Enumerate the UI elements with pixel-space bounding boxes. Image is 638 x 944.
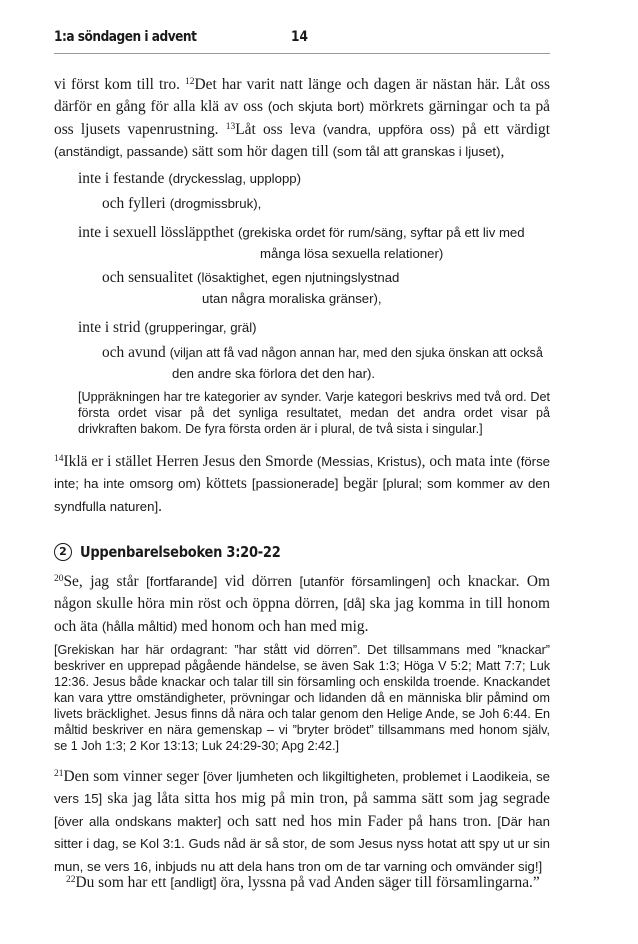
gloss-text: [utanför församlingen] (299, 574, 431, 589)
list-line-festande: inte i festande (dryckesslag, upplopp) (78, 170, 302, 187)
section-number-badge: 2 (54, 543, 72, 561)
list-line-avund: och avund (viljan att få vad någon annan har, med den sjuka önskan att också (102, 344, 543, 361)
verse-text: ska jag komma in till honom och äta (54, 595, 550, 635)
verse-number: 12 (185, 77, 195, 87)
gloss-text: [över ljumheten och likgiltigheten, problemet i Laodikeia, se vers 15] (54, 769, 550, 807)
list-line-lossslappthet: inte i sexuell lössläppthet (grekiska ordet för rum/säng, syftar på ett liv med (78, 224, 525, 241)
gloss-text: (hålla måltid) (101, 618, 178, 634)
chapter-title: 1:a söndagen i advent (54, 29, 197, 45)
verse-number: 13 (225, 121, 236, 132)
verse-text: mörkrets gärningar och ta på oss ljusets vapenrustning. (54, 98, 550, 138)
verse-paragraph-20 (54, 571, 550, 638)
gloss-text: (vandra, uppföra oss) (322, 121, 455, 137)
list-line-lossslappthet-cont: många lösa sexuella relationer) (260, 246, 444, 261)
gloss-text: [plural; som kommer av den syndfulla naturen] (54, 476, 550, 514)
gloss-text: [över alla ondskans makter] (54, 813, 222, 829)
verse-number: 22 (66, 875, 76, 885)
verse-text: vi först kom till tro. (54, 76, 186, 93)
gloss-text: (Messias, Kristus) (316, 454, 422, 469)
list-line-sensualitet-cont: utan några moraliska gränser), (202, 291, 382, 306)
verse-number: 20 (54, 574, 64, 584)
verse-paragraph-21 (54, 766, 550, 878)
list-line-avund-cont: den andre ska förlora det den har). (172, 366, 376, 381)
verse-text: begär (338, 475, 383, 493)
gloss-text: [då] (343, 596, 366, 612)
verse-text: köttets (200, 475, 252, 493)
commentary-note-categories: [Uppräkningen har tre kategorier av synder. Varje kategori beskrivs med två ord. Det första ordet visar på det synliga resultatet, medan det andra ordet visar på drivkraften bakom. De fyra första orden är i plural, de två sista i singular.] (78, 390, 550, 436)
verse-text: Du som har ett (75, 874, 171, 891)
verse-text: Den som vinner seger (63, 768, 203, 785)
section-heading (54, 543, 319, 561)
gloss-text: [andligt] (170, 875, 217, 890)
verse-text: öra, lyssna på vad Anden säger till församlingarna.” (216, 874, 540, 891)
list-line-sensualitet: och sensualitet (lösaktighet, egen njutningslystnad (102, 269, 400, 286)
verse-text: Iklä er i stället Herren Jesus den Smorde (63, 453, 317, 470)
verse-text: med honom och han med mig. (177, 617, 369, 635)
verse-text: och knackar. Om någon skulle höra min röst och öppna dörren, (54, 573, 550, 613)
verse-text: och satt ned hos min Fader på hans tron. (221, 812, 498, 830)
list-line-fylleri: och fylleri (drogmissbruk), (102, 195, 262, 212)
verse-text: Låt oss leva (235, 120, 323, 138)
verse-text: . (158, 497, 162, 515)
verse-paragraph-12-13 (54, 74, 550, 164)
gloss-text: [Där han sitter i dag, se Kol 3:1. Guds nåd är så stor, de som Jesus nyss hotat att spy ut ur sin mun, se vers 16, inbjuds nu att dela hans tron om de tar varning och omvänder sig!] (54, 813, 550, 874)
verse-paragraph-14 (54, 451, 550, 518)
gloss-text: (som tål att granskas i ljuset) (332, 144, 501, 160)
gloss-text: (anständigt, passande) (54, 144, 189, 160)
verse-number: 14 (54, 454, 64, 464)
verse-text: , (500, 143, 505, 161)
commentary-note-door: [Grekiskan har här ordagrant: ”har stått vid dörren”. Det tillsammans med ”knackar” beskriver en upprepad pågående händelse, se även Sak 1:3; Höga V 5:2; Matt 7:7; Luk 12:36. Jesus både knackar och talar till sin församling och enskilda troende. Knackandet kan vara yttre omständigheter, prövningar och lidanden då en människa blir påmind om livets bräcklighet. Jesus finns då nära och talar genom den Helige Ande, se Joh 6:44. En måltid beskriver en nära gemenskap – vi ”bryter brödet” tillsammans med honom själv, se 1 Joh 1:3; 2 Kor 13:13; Luk 24:29-30; Apg 2:42.] (54, 643, 550, 753)
gloss-text: [fortfarande] (146, 574, 218, 589)
verse-text: vid dörren (217, 573, 300, 590)
gloss-text: (och skjuta bort) (267, 99, 365, 115)
verse-text: sätt som hör dagen till (188, 143, 333, 161)
verse-text: på ett värdigt (454, 120, 550, 138)
running-header (54, 29, 550, 54)
verse-text: Se, jag står (63, 573, 147, 590)
verse-number: 21 (54, 769, 64, 779)
verse-text: , och mata inte (421, 453, 517, 470)
verse-paragraph-22 (54, 872, 550, 894)
list-line-strid: inte i strid (grupperingar, gräl) (78, 319, 257, 336)
verse-text: ska jag låta sitta hos mig på min tron, på samma sätt som jag segrade (102, 790, 550, 808)
gloss-text: [passionerade] (251, 476, 339, 492)
gloss-text: (förse inte; ha inte omsorg om) (54, 454, 551, 492)
verse-text: Det har varit natt länge och dagen är nästan här. Låt oss därför en gång för alla klä av oss (54, 76, 550, 116)
section-title: Uppenbarelseboken 3:20-22 (80, 543, 281, 562)
page-number: 14 (291, 29, 308, 45)
